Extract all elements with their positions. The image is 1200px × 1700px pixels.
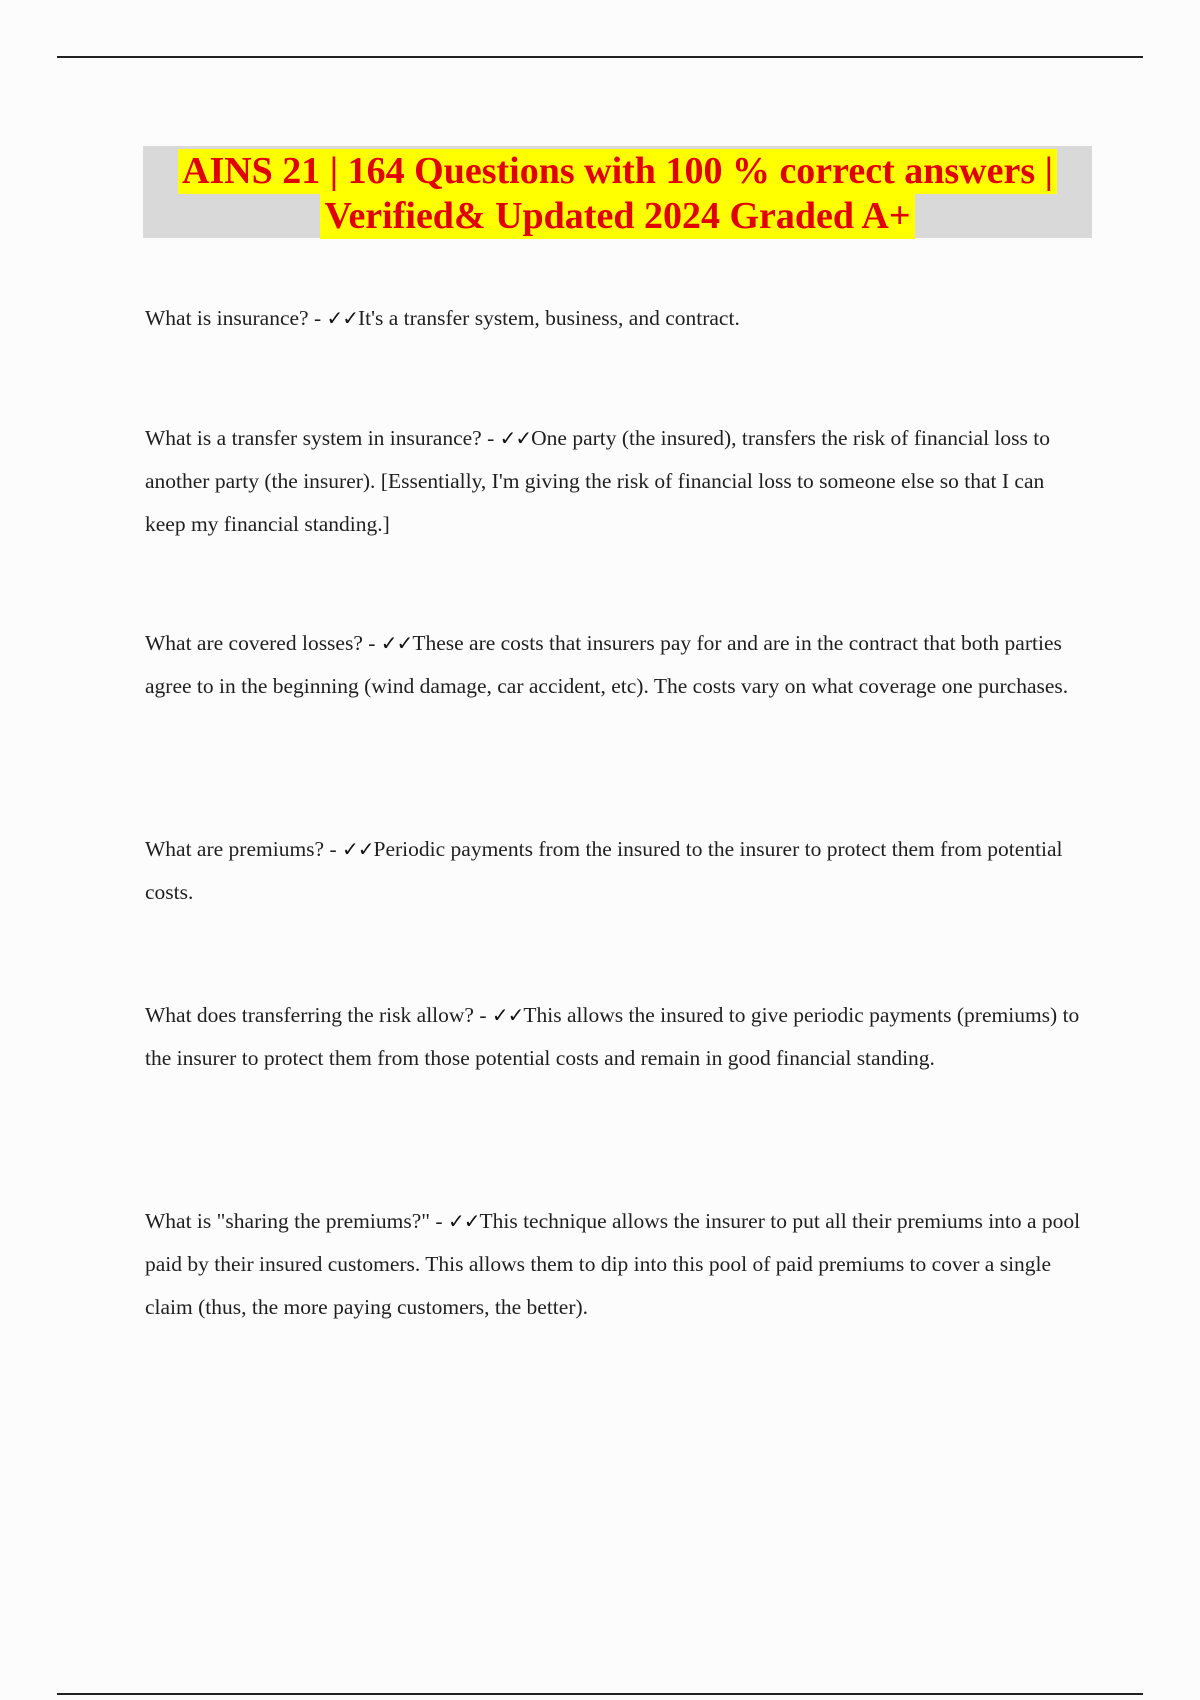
qa-item — [145, 622, 1090, 708]
answer-text: These are costs that insurers pay for and are in the contract that both parties agree to in the beginning (wind damage, car accident, etc). The costs vary on what coverage one purchases. — [145, 631, 1069, 698]
document-title-banner — [143, 146, 1092, 238]
double-check-icon: ✓✓ — [499, 426, 532, 450]
answer-text: It's a transfer system, business, and contract. — [358, 306, 740, 330]
question-text: What are covered losses? - — [145, 631, 381, 655]
document-title-line-1: AINS 21 | 164 Questions with 100 % correct answers | — [178, 149, 1057, 194]
qa-item — [145, 417, 1090, 546]
question-text: What is a transfer system in insurance? - — [145, 426, 500, 450]
qa-item — [145, 994, 1090, 1080]
answer-text: This allows the insured to give periodic payments (premiums) to the insurer to protect them from those potential costs and remain in good financial standing. — [145, 1003, 1080, 1070]
double-check-icon: ✓✓ — [380, 631, 413, 655]
answer-text: Periodic payments from the insured to the insurer to protect them from potential costs. — [145, 837, 1063, 904]
question-text: What is insurance? - — [145, 306, 327, 330]
double-check-icon: ✓✓ — [326, 306, 358, 330]
answer-text: One party (the insured), transfers the risk of financial loss to another party (the insurer). [Essentially, I'm giving the risk of financial loss to someone else so that I can keep my financial standing.] — [145, 426, 1050, 536]
double-check-icon: ✓✓ — [491, 1003, 524, 1027]
bottom-rule — [57, 1693, 1143, 1695]
question-text: What does transferring the risk allow? - — [145, 1003, 492, 1027]
document-title-line-2: Verified& Updated 2024 Graded A+ — [320, 194, 914, 239]
question-text: What is "sharing the premiums?" - — [145, 1209, 448, 1233]
qa-item — [145, 1200, 1090, 1329]
top-rule — [57, 56, 1143, 58]
question-text: What are premiums? - — [145, 837, 342, 861]
answer-text: This technique allows the insurer to put all their premiums into a pool paid by their insured customers. This allows them to dip into this pool of paid premiums to cover a single claim (thus, the more paying customers, the better). — [145, 1209, 1081, 1319]
double-check-icon: ✓✓ — [447, 1209, 480, 1233]
qa-item — [145, 297, 1090, 340]
qa-item — [145, 828, 1090, 914]
double-check-icon: ✓✓ — [342, 837, 374, 861]
